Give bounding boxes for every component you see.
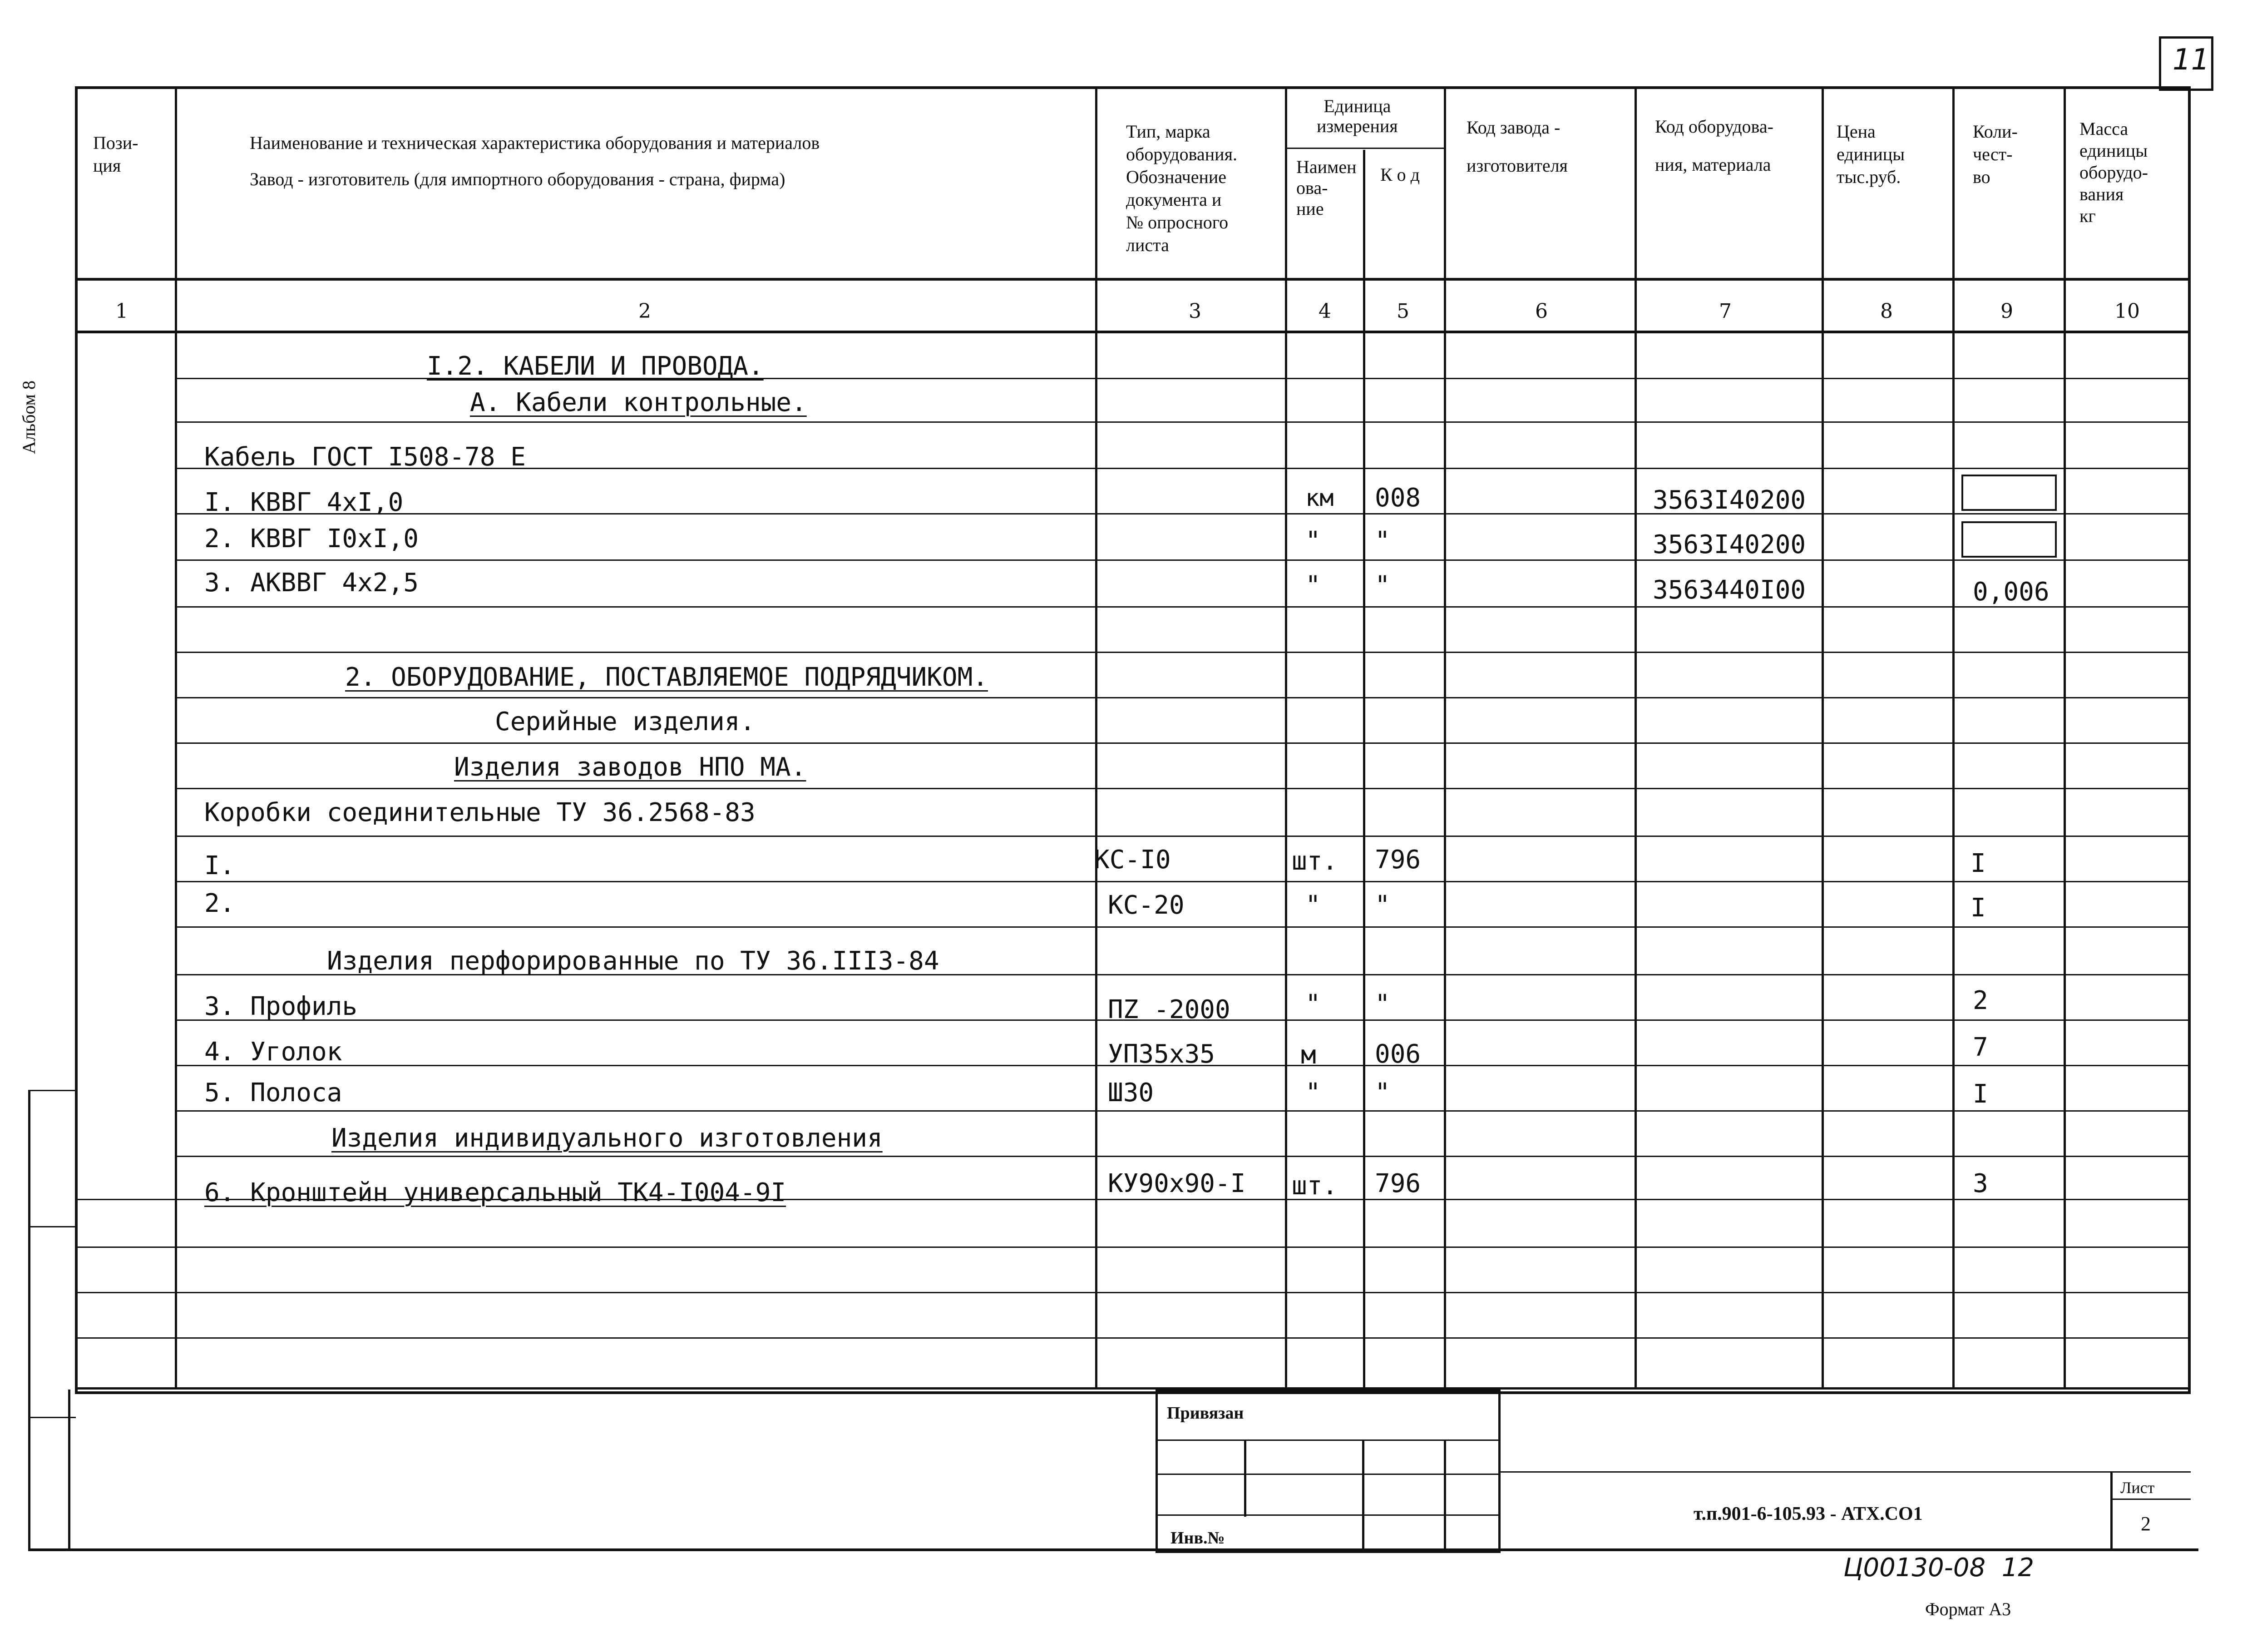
row-1-code: 008 [1375,483,1421,513]
row-6-code: " [1375,989,1390,1019]
bottom-border [28,1548,2198,1551]
sheet-box-mid [2110,1499,2191,1500]
row-3-unit: " [1305,571,1321,600]
row-6-quantity: 2 [1973,986,1988,1015]
row-7-type: УП35x35 [1108,1039,1215,1069]
row-5-unit: " [1305,890,1321,920]
row-line [175,559,2191,561]
colnum-8: 8 [1880,300,1893,323]
row-7-name: 4. Уголок [204,1037,342,1067]
perforated-products: Изделия перфорированные по ТУ 36.III3-84 [327,946,939,976]
row-4-type: КС-I0 [1094,845,1171,875]
stamp-line [1156,1514,1501,1516]
col-line-5 [1444,86,1446,1390]
col-line-1 [175,86,177,1390]
corner-mark: 11 [2173,43,2210,77]
row-line [175,513,2191,514]
col-line-3 [1285,86,1287,1390]
col-line-8 [1952,86,1955,1390]
handwritten-code: Ц00130-08 12 [1843,1553,2034,1583]
stamp-vline [1244,1439,1246,1517]
junction-boxes-line: Коробки соединительные ТУ 36.2568-83 [204,798,756,827]
row-7-unit: м [1301,1040,1316,1070]
row-3-name: 3. АКВВГ 4x2,5 [204,568,419,598]
sheet-label: Лист [2120,1479,2155,1497]
stamp-line [1156,1474,1501,1475]
row-8-name: 5. Полоса [204,1078,342,1108]
colnum-3: 3 [1189,300,1201,323]
row-1-equip-code: 3563I40200 [1653,485,1806,515]
section-cables-title: I.2. КАБЕЛИ И ПРОВОДА. [427,351,764,381]
header-quantity: Коли- чест- во [1973,121,2018,187]
header-mass: Масса единицы оборудо- вания кг [2079,119,2148,226]
header-position: Пози- ция [93,133,138,176]
stamp-title-top [1501,1471,2191,1473]
row-7-code: 006 [1375,1039,1421,1069]
row-4-name: I. [204,851,235,880]
row-2-unit: " [1305,526,1321,556]
header-equipment-code: Код оборудова- ния, материала [1655,116,1773,175]
row-line [175,697,2191,698]
row-9-unit: шт. [1292,1171,1338,1201]
individual-products: Изделия индивидуального изготовления [331,1123,883,1153]
row-line [75,1246,2191,1248]
row-line [75,1292,2191,1293]
row-line [175,421,2191,423]
row-6-unit: " [1305,989,1321,1019]
row-9-name: 6. Кронштейн универсальный ТК4-I004-9I [204,1178,786,1207]
header-name-line1: Наименование и техническая характеристика оборудования и материалов [250,133,820,153]
stamp-vline [1362,1439,1364,1551]
binding-strip-line [28,1090,30,1551]
stamp-line [1156,1439,1501,1441]
row-1-unit: км [1305,485,1334,512]
colnum-5: 5 [1397,300,1409,323]
left-border-ext [68,1390,70,1551]
row-8-unit: " [1305,1078,1321,1108]
row-line [175,606,2191,608]
row-5-code: " [1375,890,1390,920]
row-6-type: ПZ -2000 [1108,995,1230,1024]
binding-strip-tick [28,1226,76,1227]
colnum-10: 10 [2114,300,2140,323]
col-line-4 [1363,150,1365,1390]
row-line [175,652,2191,653]
row-4-unit: шт. [1292,846,1338,876]
row-5-type: КС-20 [1108,890,1185,920]
header-unit-group: Единица измерения [1317,96,1398,136]
stamp-privyazan-label: Привязан [1167,1404,1244,1423]
row-2-code: " [1375,526,1390,556]
row-9-quantity: 3 [1973,1169,1988,1198]
row-8-type: ШЗ0 [1108,1078,1154,1108]
row-6-name: 3. Профиль [204,992,358,1021]
colnum-bottom-line [75,331,2191,333]
serial-products-label: Серийные изделия. [495,707,756,737]
row-line [175,881,2191,882]
row-3-quantity: 0,006 [1973,577,2050,607]
col-line-9 [2064,86,2066,1390]
section-contractor-equipment: 2. ОБОРУДОВАНИЕ, ПОСТАВЛЯЕМОЕ ПОДРЯДЧИКОМ. [345,663,988,692]
header-unit-code: К о д [1380,164,1420,185]
row-5-quantity: I [1970,893,1986,923]
sheet-number: 2 [2141,1513,2151,1535]
row-9-code: 796 [1375,1169,1421,1198]
colnum-2: 2 [638,300,651,323]
binding-strip-tick [28,1090,76,1091]
row-line [175,836,2191,837]
sheet-box-line [2110,1471,2113,1551]
row-3-code: " [1375,571,1390,600]
row-5-name: 2. [204,889,235,918]
header-type: Тип, марка оборудования. Обозначение документа и № опросного листа [1126,121,1237,255]
row-line [75,1337,2191,1339]
row-line [175,1110,2191,1112]
colnum-9: 9 [2000,300,2013,323]
colnum-6: 6 [1535,300,1548,323]
stamp-inv-label: Инв.№ [1170,1528,1225,1548]
row-line [175,926,2191,928]
cable-gost-line: Кабель ГОСТ I508-78 Е [204,442,526,472]
row-8-quantity: I [1973,1079,1988,1109]
col-line-2 [1095,86,1097,1390]
row-8-code: " [1375,1078,1390,1108]
row-4-code: 796 [1375,845,1421,875]
row-2-name: 2. КВВГ I0xI,0 [204,524,419,554]
header-unit-name: Наимен ова- ние [1296,157,1357,219]
row-1-name: I. КВВГ 4xI,0 [204,488,404,517]
row-2-quantity-box [1961,521,2057,558]
header-price: Цена единицы тыс.руб. [1837,121,1905,187]
album-label: Альбом 8 [19,381,39,454]
col-line-6 [1635,86,1637,1390]
table-bottom-line [75,1387,2191,1390]
row-9-type: КУ90x90-I [1108,1169,1246,1198]
format-label: Формат А3 [1925,1599,2011,1619]
colnum-1: 1 [115,300,128,323]
npo-ma-products: Изделия заводов НПО МА. [454,752,806,782]
stamp-vline [1444,1439,1446,1551]
row-3-equip-code: 3563440I00 [1653,575,1806,605]
row-2-equip-code: 3563I40200 [1653,530,1806,559]
document-code: т.п.901-6-105.93 - АТХ.СО1 [1694,1504,1923,1524]
unit-group-line [1285,148,1444,149]
row-line [175,788,2191,789]
col-line-7 [1822,86,1824,1390]
subsection-control-cables: А. Кабели контрольные. [470,388,807,417]
row-4-quantity: I [1970,849,1986,878]
row-1-quantity-box [1961,475,2057,511]
row-line [175,742,2191,744]
header-bottom-line [75,278,2191,281]
row-7-quantity: 7 [1973,1033,1988,1062]
row-line [175,1156,2191,1157]
colnum-4: 4 [1319,300,1331,323]
colnum-7: 7 [1719,300,1732,323]
header-factory-code: Код завода - изготовителя [1467,117,1568,176]
header-name-line2: Завод - изготовитель (для импортного оборудования - страна, фирма) [250,169,785,189]
